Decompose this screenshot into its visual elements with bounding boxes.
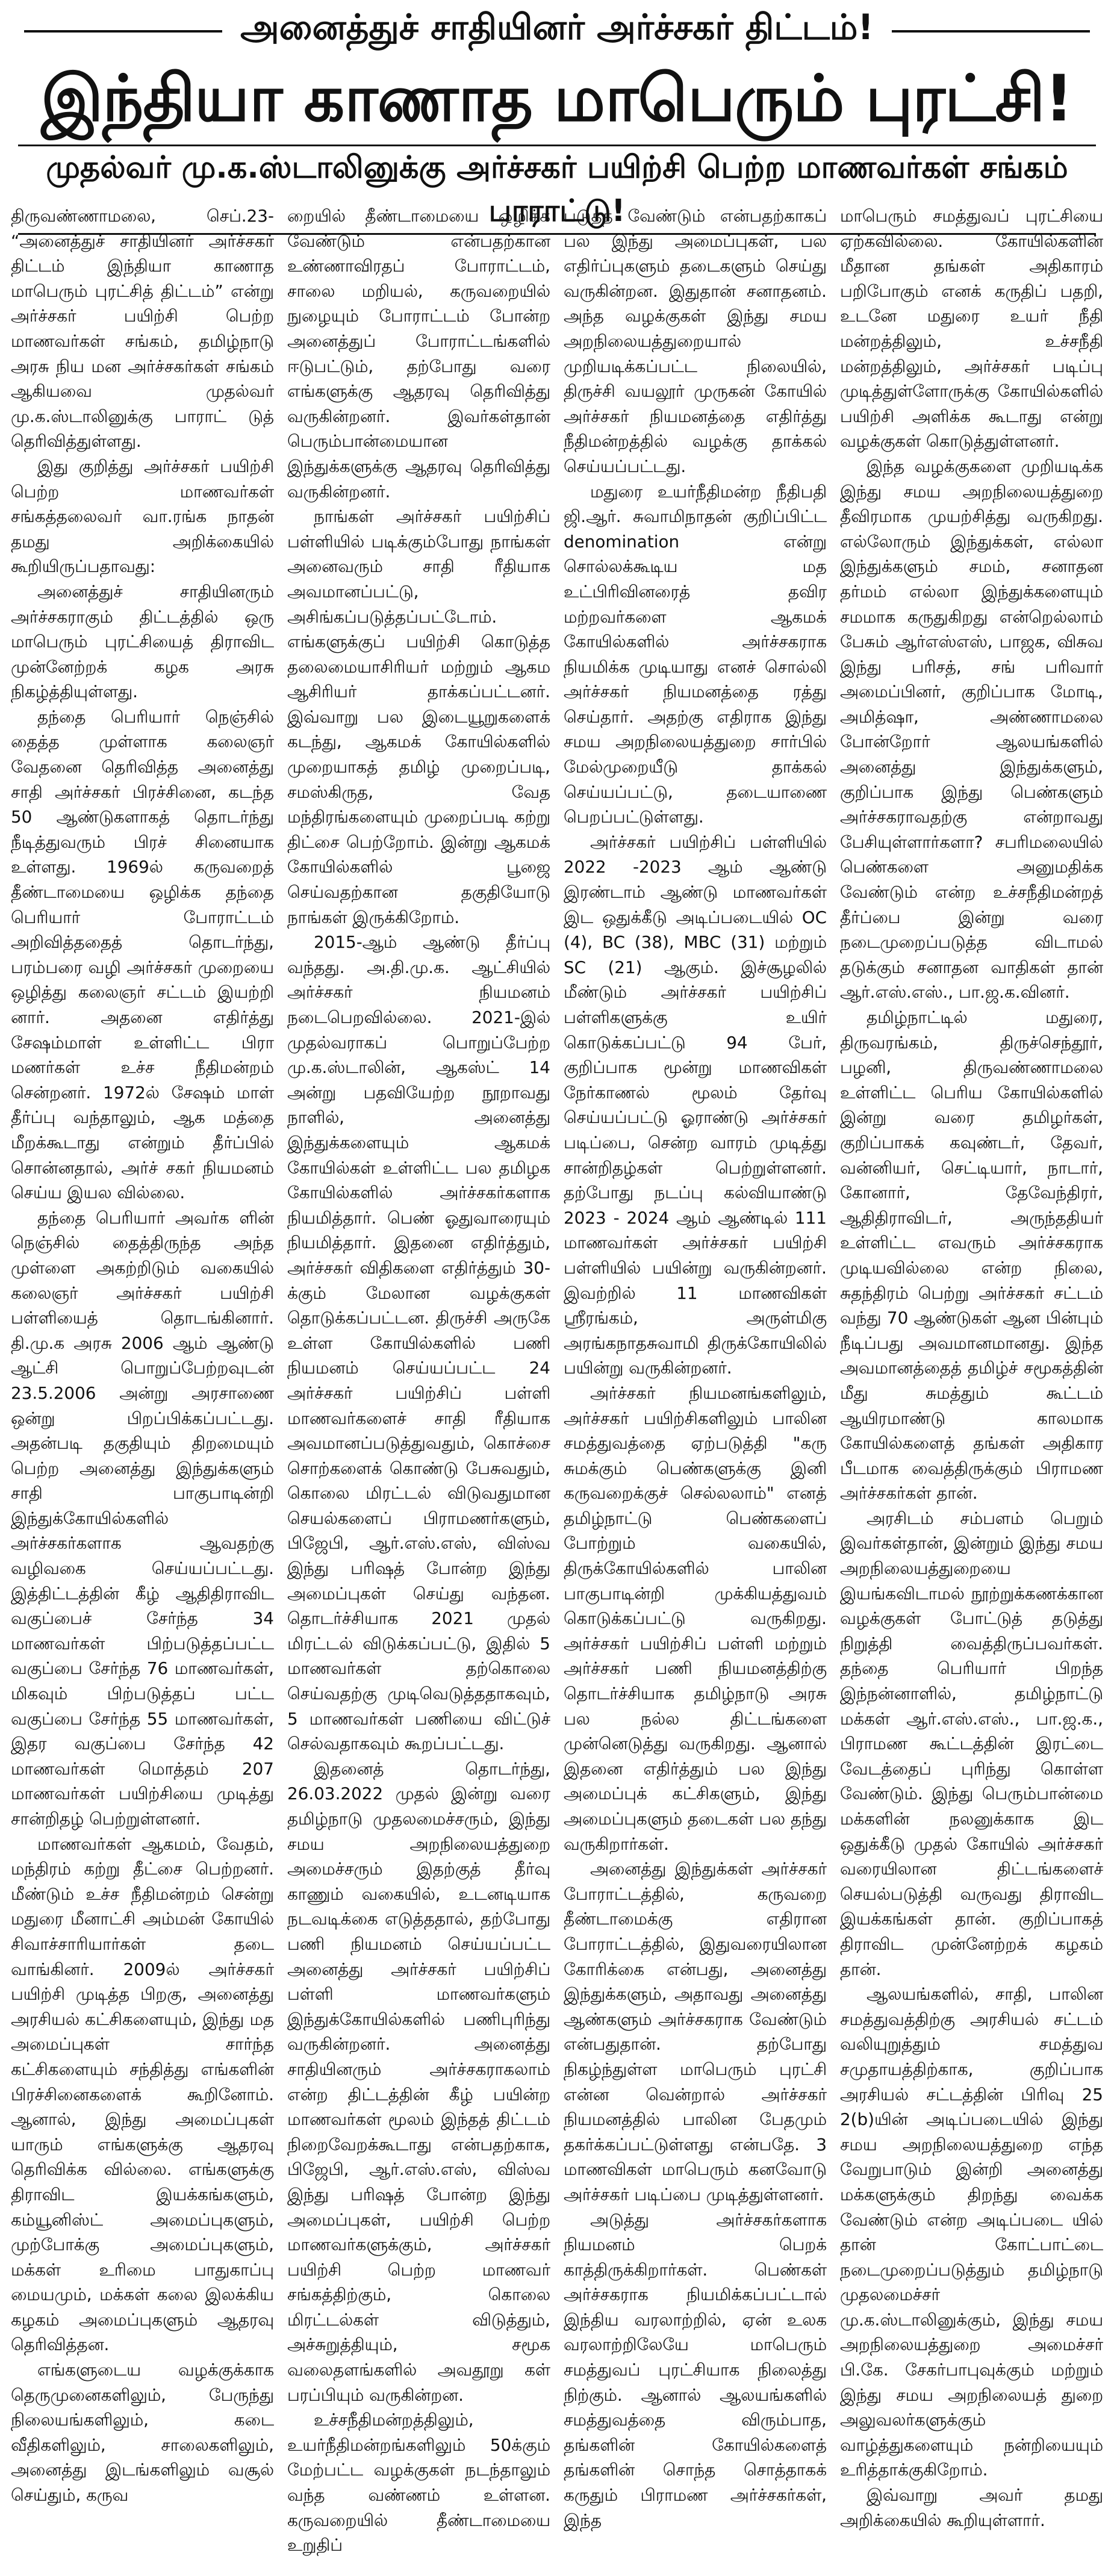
article-body — [11, 204, 1103, 2567]
paragraph: படுத்த வேண்டும் என்பதற்காகப் பல இந்து அமைப்புகள், பல எதிர்ப்புகளும் தடைகளும் செய்து வருகின்றன. இதுதான் சனாதனம். அந்த வழக்குகள் இந்து சமய அறநிலையத்துறையால் முறியடிக்கப்பட்ட நிலையில், திருச்சி வயலூர் முருகன் கோயில் அர்ச்சகர் நியமனத்தை எதிர்த்து நீதிமன்றத்தில் வழக்கு தாக்கல் செய்யப்பட்டது. — [564, 206, 827, 476]
paragraph: எங்களுடைய வழக்குக்காக தெருமுனைகளிலும், பேருந்து நிலையங்களிலும், கடை வீதிகளிலும், சாலைகளிலும், அனைத்து இடங்களிலும் வசூல் செய்தும், கருவ — [11, 2360, 274, 2506]
paragraph: தமிழ்நாட்டில் மதுரை, திருவரங்கம், திருச்செந்தூர், பழனி, திருவண்ணாமலை உள்ளிட்ட பெரிய கோயில்களில் இன்று வரை தமிழர்கள், குறிப்பாகக் கவுண்டர், தேவர், வன்னியர், செட்டியார், நாடார், கோனார், தேவேந்திரர், ஆதிதிராவிடர், அருந்ததியர் உள்ளிட்ட எவரும் அர்ச்சகராக முடியவில்லை என்ற நிலை, சுதந்திரம் பெற்று அர்ச்சகர் சட்டம் வந்து 70 ஆண்டுகள் ஆன பின்பும் நீடிப்பது அவமானமானது. இந்த அவமானத்தைத் தமிழ்ச் சமூகத்தின் மீது சுமத்தும் கூட்டம் ஆயிரமாண்டு காலமாக கோயில்களைத் தங்கள் அதிகார பீடமாக வைத்திருக்கும் பிராமண அர்ச்சகர்கள் தான். — [840, 1007, 1103, 1504]
paragraph: ஆலயங்களில், சாதி, பாலின சமத்துவத்திற்கு அரசியல் சட்டம் வலியுறுத்தும் சமத்துவ சமுதாயத்திற்காக, குறிப்பாக அரசியல் சட்டத்தின் பிரிவு 25 2(b)யின் அடிப்படையில் இந்து சமய அறநிலையத்துறை எந்த வேறுபாடும் இன்றி அனைத்து மக்களுக்கும் திறந்து வைக்க வேண்டும் என்ற அடிப்படை யில் தான் கோட்பாட்டை நடைமுறைப்படுத்தும் தமிழ்நாடு முதலமைச்சர் மு.க.ஸ்டாலினுக்கும், இந்து சமய அறநிலையத்துறை அமைச்சர் பி.கே. சேகர்பாபுவுக்கும் மற்றும் இந்து சமய அறநிலையத் துறை அலுவலர்களுக்கும் வாழ்த்துகளையும் நன்றியையும் உரித்தாக்குகிறோம். — [840, 1984, 1103, 2480]
column-2 — [287, 204, 550, 2567]
paragraph: அர்ச்சகர் பயிற்சிப் பள்ளியில் 2022 -2023 ஆம் ஆண்டு இரண்டாம் ஆண்டு மாணவர்கள் இட ஒதுக்கீடு அடிப்படையில் OC (4), BC (38), MBC (31) மற்றும் SC (21) ஆகும். இச்சூழலில் மீண்டும் அர்ச்சகர் பயிற்சிப் பள்ளிகளுக்கு உயிர் கொடுக்கப்பட்டு 94 பேர், குறிப்பாக மூன்று மாணவிகள் நேர்காணல் மூலம் தேர்வு செய்யப்பட்டு ஓராண்டு அர்ச்சகர் படிப்பை, சென்ற வாரம் முடித்து சான்றிதழ்கள் பெற்றுள்ளனர். தற்போது நடப்பு கல்வியாண்டு 2023 - 2024 ஆம் ஆண்டில் 111 மாணவர்கள் அர்ச்சகர் பயிற்சி பள்ளியில் பயின்று வருகின்றனர். இவற்றில் 11 மாணவிகள் ஸ்ரீரங்கம், அருள்மிகு அரங்கநாதசுவாமி திருக்கோயிலில் பயின்று வருகின்றனர். — [564, 832, 827, 1378]
paragraph: இவ்வாறு அவர் தமது அறிக்கையில் கூறியுள்ளார். — [840, 2485, 1103, 2530]
paragraph: மாபெரும் சமத்துவப் புரட்சியை ஏற்கவில்லை. கோயில்களின் மீதான தங்கள் அதிகாரம் பறிபோகும் எனக் கருதிப் பதறி, உடனே மதுரை உயர் நீதி மன்றத்திலும், உச்சநீதி மன்றத்திலும், அர்ச்சகர் படிப்பு முடித்துள்ளோருக்கு கோயில்களில் பயிற்சி அளிக்க கூடாது என்று வழக்குகள் கொடுத்துள்ளனர். — [840, 206, 1103, 452]
paragraph: அரசிடம் சம்பளம் பெறும் இவர்கள்தான், இன்றும் இந்து சமய அறநிலையத்துறையை இயங்கவிடாமல் நூற்றுக்கணக்கான வழக்குகள் போட்டுத் தடுத்து நிறுத்தி வைத்திருப்பவர்கள். தந்தை பெரியார் பிறந்த இந்நன்னாளில், தமிழ்நாட்டு மக்கள் ஆர்.எஸ்.எஸ்., பா.ஜ.க., பிராமண கூட்டத்தின் இரட்டை வேடத்தைப் புரிந்து கொள்ள வேண்டும். இந்து பெரும்பான்மை மக்களின் நலனுக்காக இட ஒதுக்கீடு முதல் கோயில் அர்ச்சகர் வரையிலான திட்டங்களைச் செயல்படுத்தி வருவது திராவிட இயக்கங்கள் தான். குறிப்பாகத் திராவிட முன்னேற்றக் கழகம் தான். — [840, 1508, 1103, 1979]
paragraph: அனைத்து இந்துக்கள் அர்ச்சகர் போராட்டத்தில், கருவறை தீண்டாமைக்கு எதிரான போராட்டத்தில், இதுவரையிலான கோரிக்கை என்பது, அனைத்து இந்துக்களும், அதாவது அனைத்து ஆண்களும் அர்ச்சகராக வேண்டும் என்பதுதான். தற்போது நிகழ்ந்துள்ள மாபெரும் புரட்சி என்ன வென்றால் அர்ச்சகர் நியமனத்தில் பாலின பேதமும் தகர்க்கப்பட்டுள்ளது என்பதே. 3 மாணவிகள் மாபெரும் கனவோடு அர்ச்சகர் படிப்பை முடித்துள்ளனர். — [564, 1859, 827, 2204]
paragraph: உச்சநீதிமன்றத்திலும், உயர்நீதிமன்றங்களிலும் 50க்கும் மேற்பட்ட வழக்குகள் நடந்தாலும் வந்த வண்ணம் உள்ளன. கருவறையில் தீண்டாமையை உறுதிப் — [287, 2410, 550, 2556]
paragraph: நாங்கள் அர்ச்சகர் பயிற்சிப் பள்ளியில் படிக்கும்போது நாங்கள் அனைவரும் சாதி ரீதியாக அவமானப்பட்டு, அசிங்கப்படுத்தப்பட்டோம். எங்களுக்குப் பயிற்சி கொடுத்த தலைமையாசிரியர் மற்றும் ஆகம ஆசிரியர் தாக்கப்பட்டனர். இவ்வாறு பல இடையூறுகளைக் கடந்து, ஆகமக் கோயில்களில் முறையாகத் தமிழ் முறைப்படி, சமஸ்கிருத, வேத மந்திரங்களையும் முறைப்படி கற்று திட்சை பெற்றோம். இன்று ஆகமக் கோயில்களில் பூஜை செய்வதற்கான தகுதியோடு நாங்கள் இருக்கிறோம். — [287, 506, 550, 927]
article-subhead: முதல்வர் மு.க.ஸ்டாலினுக்கு அர்ச்சகர் பயிற்சி பெற்ற மாணவர்கள் சங்கம் பாராட்டு! — [18, 145, 1096, 235]
paragraph: இந்த வழக்குகளை முறியடிக்க இந்து சமய அறநிலையத்துறை தீவிரமாக முயற்சித்து வருகிறது. எல்லோரும் இந்துக்கள், எல்லா இந்துக்களும் சமம், சனாதன தர்மம் எல்லா இந்துக்களையும் சமமாக கருதுகிறது என்றெல்லாம் பேசும் ஆர்எஸ்எஸ், பாஜக, விசுவ இந்து பரிசத், சங் பரிவார் அமைப்பினர், குறிப்பாக மோடி, அமித்ஷா, அண்ணாமலை போன்றோர் ஆலயங்களில் அனைத்து இந்துக்களும், குறிப்பாக இந்து பெண்களும் அர்ச்சகராவதற்கு என்றாவது பேசியுள்ளார்களா? சபரிமலையில் பெண்களை அனுமதிக்க வேண்டும் என்ற உச்சநீதிமன்றத் தீர்ப்பை இன்று வரை நடைமுறைப்படுத்த விடாமல் தடுக்கும் சனாதன வாதிகள் தான் ஆர்.எஸ்.எஸ்., பா.ஜ.க.வினர். — [840, 456, 1103, 1003]
paragraph: றையில் தீண்டாமையை ஒழிக்க வேண்டும் என்பதற்கான உண்ணாவிரதப் போராட்டம், சாலை மறியல், கருவறையில் நுழையும் போராட்டம் போன்ற அனைத்துப் போராட்டங்களில் ஈடுபட்டும், தற்போது வரை எங்களுக்கு ஆதரவு தெரிவித்து வருகின்றனர். இவர்கள்தான் பெரும்பான்மையான இந்துக்களுக்கு ஆதரவு தெரிவித்து வருகின்றனர். — [287, 206, 550, 502]
paragraph: இது குறித்து அர்ச்சகர் பயிற்சி பெற்ற மாணவர்கள் சங்கத்தலைவர் வா.ரங்க நாதன் தமது அறிக்கையில் கூறியிருப்பதாவது: — [11, 456, 274, 577]
paragraph: 2015-ஆம் ஆண்டு தீர்ப்பு வந்தது. அ.தி.மு.க. ஆட்சியில் அர்ச்சகர் நியமனம் நடைபெறவில்லை. 2021-இல் முதல்வராகப் பொறுப்பேற்ற மு.க.ஸ்டாலின், ஆகஸ்ட் 14 அன்று பதவியேற்ற நூறாவது நாளில், அனைத்து இந்துக்களையும் ஆகமக் கோயில்கள் உள்ளிட்ட பல தமிழக கோயில்களில் அர்ச்சகர்களாக நியமித்தார். பெண் ஓதுவாரையும் நியமித்தார். இதனை எதிர்த்தும், அர்ச்சகர் விதிகளை எதிர்த்தும் 30-க்கும் மேலான வழக்குகள் தொடுக்கப்பட்டன. திருச்சி அருகே உள்ள கோயில்களில் பணி நியமனம் செய்யப்பட்ட 24 அர்ச்சகர் பயிற்சிப் பள்ளி மாணவர்களைச் சாதி ரீதியாக அவமானப்படுத்துவதும், கொச்சை சொற்களைக் கொண்டு பேசுவதும், கொலை மிரட்டல் விடுவதுமான செயல்களைப் பிராமணர்களும், பிஜேபி, ஆர்.எஸ்.எஸ், விஸ்வ இந்து பரிஷத் போன்ற இந்து அமைப்புகள் செய்து வந்தன. தொடர்ச்சியாக 2021 முதல் மிரட்டல் விடுக்கப்பட்டு, இதில் 5 மாணவர்கள் தற்கொலை செய்வதற்கு முடிவெடுத்ததாகவும், 5 மாணவர்கள் பணியை விட்டுச் செல்வதாகவும் கூறப்பட்டது. — [287, 932, 550, 1754]
column-4 — [840, 204, 1103, 2567]
paragraph: அடுத்து அர்ச்சகர்களாக நியமனம் பெறக் காத்திருக்கிறார்கள். பெண்கள் அர்ச்சகராக நியமிக்கப்பட்டால் இந்திய வரலாற்றில், ஏன் உலக வரலாற்றிலேயே மாபெரும் சமத்துவப் புரட்சியாக நிலைத்து நிற்கும். ஆனால் ஆலயங்களில் சமத்துவத்தை விரும்பாத, தங்களின் கோயில்களைத் தங்களின் சொந்த சொத்தாகக் கருதும் பிராமண அர்ச்சகர்கள், இந்த — [564, 2209, 827, 2530]
paragraph: மதுரை உயர்நீதிமன்ற நீதிபதி ஜி.ஆர். சுவாமிநாதன் குறிப்பிட்ட denomination என்று சொல்லக்கூடிய மத உட்பிரிவினரைத் தவிர மற்றவர்களை ஆகமக் கோயில்களில் அர்ச்சகராக நியமிக்க முடியாது எனச் சொல்லி அர்ச்சகர் நியமனத்தை ரத்து செய்தார். அதற்கு எதிராக இந்து சமய அறநிலையத்துறை சார்பில் மேல்முறையீடு தாக்கல் செய்யப்பட்டு, தடையாணை பெறப்பட்டுள்ளது. — [564, 481, 827, 827]
column-1 — [11, 204, 274, 2567]
column-3 — [564, 204, 827, 2567]
paragraph: அனைத்துச் சாதியினரும் அர்ச்சகராகும் திட்டத்தில் ஒரு மாபெரும் புரட்சியைத் திராவிட முன்னேற்றக் கழக அரசு நிகழ்த்தியுள்ளது. — [11, 581, 274, 702]
paragraph: தந்தை பெரியார் அவர்க ளின் நெஞ்சில் தைத்திருந்த அந்த முள்ளை அகற்றிடும் வகையில் கலைஞர் அர்ச்சகர் பயிற்சி பள்ளியைத் தொடங்கினார். தி.மு.க அரசு 2006 ஆம் ஆண்டு ஆட்சி பொறுப்பேற்றவுடன் 23.5.2006 அன்று அரசாணை ஒன்று பிறப்பிக்கப்பட்டது. அதன்படி தகுதியும் திறமையும் பெற்ற அனைத்து இந்துக்களும் சாதி பாகுபாடின்றி இந்துக்கோயில்களில் அர்ச்சகர்களாக ஆவதற்கு வழிவகை செய்யப்பட்டது. இத்திட்டத்தின் கீழ் ஆதிதிராவிட வகுப்பைச் சேர்ந்த 34 மாணவர்கள் பிற்படுத்தப்பட்ட வகுப்பை சேர்ந்த 76 மாணவர்கள், மிகவும் பிற்படுத்தப் பட்ட வகுப்பை சேர்ந்த 55 மாணவர்கள், இதர வகுப்பை சேர்ந்த 42 மாணவர்கள் மொத்தம் 207 மாணவர்கள் பயிற்சியை முடித்து சான்றிதழ் பெற்றுள்ளனர். — [11, 1207, 274, 1829]
kicker-text: அனைத்துச் சாதியினர் அர்ச்சகர் திட்டம்! — [222, 5, 892, 49]
article-kicker — [0, 5, 1114, 49]
paragraph: இதனைத் தொடர்ந்து, 26.03.2022 முதல் இன்று வரை தமிழ்நாடு முதலமைச்சரும், இந்து சமய அறநிலையத்துறை அமைச்சரும் இதற்குத் தீர்வு காணும் வகையில், உடனடியாக நடவடிக்கை எடுத்ததால், தற்போது பணி நியமனம் செய்யப்பட்ட அனைத்து அர்ச்சகர் பயிற்சிப் பள்ளி மாணவர்களும் இந்துக்கோயில்களில் பணிபுரிந்து வருகின்றனர். அனைத்து சாதியினரும் அர்ச்சகராகலாம் என்ற திட்டத்தின் கீழ் பயின்ற மாணவர்கள் மூலம் இந்தத் திட்டம் நிறைவேறக்கூடாது என்பதற்காக, பிஜேபி, ஆர்.எஸ்.எஸ், விஸ்வ இந்து பரிஷத் போன்ற இந்து அமைப்புகள், பயிற்சி பெற்ற மாணவர்களுக்கும், அர்ச்சகர் பயிற்சி பெற்ற மாணவர் சங்கத்திற்கும், கொலை மிரட்டல்கள் விடுத்தும், அச்சுறுத்தியும், சமூக வலைதளங்களில் அவதூறு கள் பரப்பியும் வருகின்றன. — [287, 1758, 550, 2405]
paragraph: அர்ச்சகர் நியமனங்களிலும், அர்ச்சகர் பயிற்சிகளிலும் பாலின சமத்துவத்தை ஏற்படுத்தி "கரு சுமக்கும் பெண்களுக்கு இனி கருவறைக்குச் செல்லலாம்" எனத் தமிழ்நாட்டு பெண்களைப் போற்றும் வகையில், திருக்கோயில்களில் பாலின பாகுபாடின்றி முக்கியத்துவம் கொடுக்கப்பட்டு வருகிறது. அர்ச்சகர் பயிற்சிப் பள்ளி மற்றும் அர்ச்சகர் பணி நியமனத்திற்கு தொடர்ச்சியாக தமிழ்நாடு அரசு பல நல்ல திட்டங்களை முன்னெடுத்து வருகிறது. ஆனால் இதனை எதிர்த்தும் பல இந்து அமைப்புக் கட்சிகளும், இந்து அமைப்புகளும் தடைகள் பல தந்து வருகிறார்கள். — [564, 1383, 827, 1854]
article-headline: இந்தியா காணாத மாபெரும் புரட்சி! — [41, 61, 1073, 135]
paragraph: தந்தை பெரியார் நெஞ்சில் தைத்த முள்ளாக கலைஞர் வேதனை தெரிவித்த அனைத்து சாதி அர்ச்சகர் பிரச்சினை, கடந்த 50 ஆண்டுகளாகத் தொடர்ந்து நீடித்துவரும் பிரச் சினையாக உள்ளது. 1969ல் கருவறைத் தீண்டாமையை ஒழிக்க தந்தை பெரியார் போராட்டம் அறிவித்ததைத் தொடர்ந்து, பரம்பரை வழி அர்ச்சகர் முறையை ஒழித்து கலைஞர் சட்டம் இயற்றி னார். அதனை எதிர்த்து சேஷம்மாள் உள்ளிட்ட பிரா மணர்கள் உச்ச நீதிமன்றம் சென்றனர். 1972ல் சேஷம் மாள் தீர்ப்பு வந்தாலும், ஆக மத்தை மீறக்கூடாது என்றும் தீர்ப்பில் சொன்னதால், அர்ச் சகர் நியமனம் செய்ய இயல வில்லை. — [11, 706, 274, 1203]
paragraph: திருவண்ணாமலை, செப்.23- “அனைத்துச் சாதியினர் அர்ச்சகர் திட்டம் இந்தியா காணாத மாபெரும் புரட்சித் திட்டம்” என்று அர்ச்சகர் பயிற்சி பெற்ற மாணவர்கள் சங்கம், தமிழ்நாடு அரசு நிய மன அர்ச்சகர்கள் சங்கம் ஆகியவை முதல்வர் மு.க.ஸ்டாலினுக்கு பாராட் டுத் தெரிவித்துள்ளது. — [11, 206, 274, 452]
paragraph: மாணவர்கள் ஆகமம், வேதம், மந்திரம் கற்று தீட்சை பெற்றனர். மீண்டும் உச்ச நீதிமன்றம் சென்று மதுரை மீனாட்சி அம்மன் கோயில் சிவாச்சாரியார்கள் தடை வாங்கினர். 2009ல் அர்ச்சகர் பயிற்சி முடித்த பிறகு, அனைத்து அரசியல் கட்சிகளையும், இந்து மத அமைப்புகள் சார்ந்த கட்சிகளையும் சந்தித்து எங்களின் பிரச்சினைகளைக் கூறினோம். ஆனால், இந்து அமைப்புகள் யாரும் எங்களுக்கு ஆதரவு தெரிவிக்க வில்லை. எங்களுக்கு திராவிட இயக்கங்களும், கம்யூனிஸ்ட் அமைப்புகளும், முற்போக்கு அமைப்புகளும், மக்கள் உரிமை பாதுகாப்பு மையமும், மக்கள் கலை இலக்கிய கழகம் அமைப்புகளும் ஆதரவு தெரிவித்தன. — [11, 1834, 274, 2355]
